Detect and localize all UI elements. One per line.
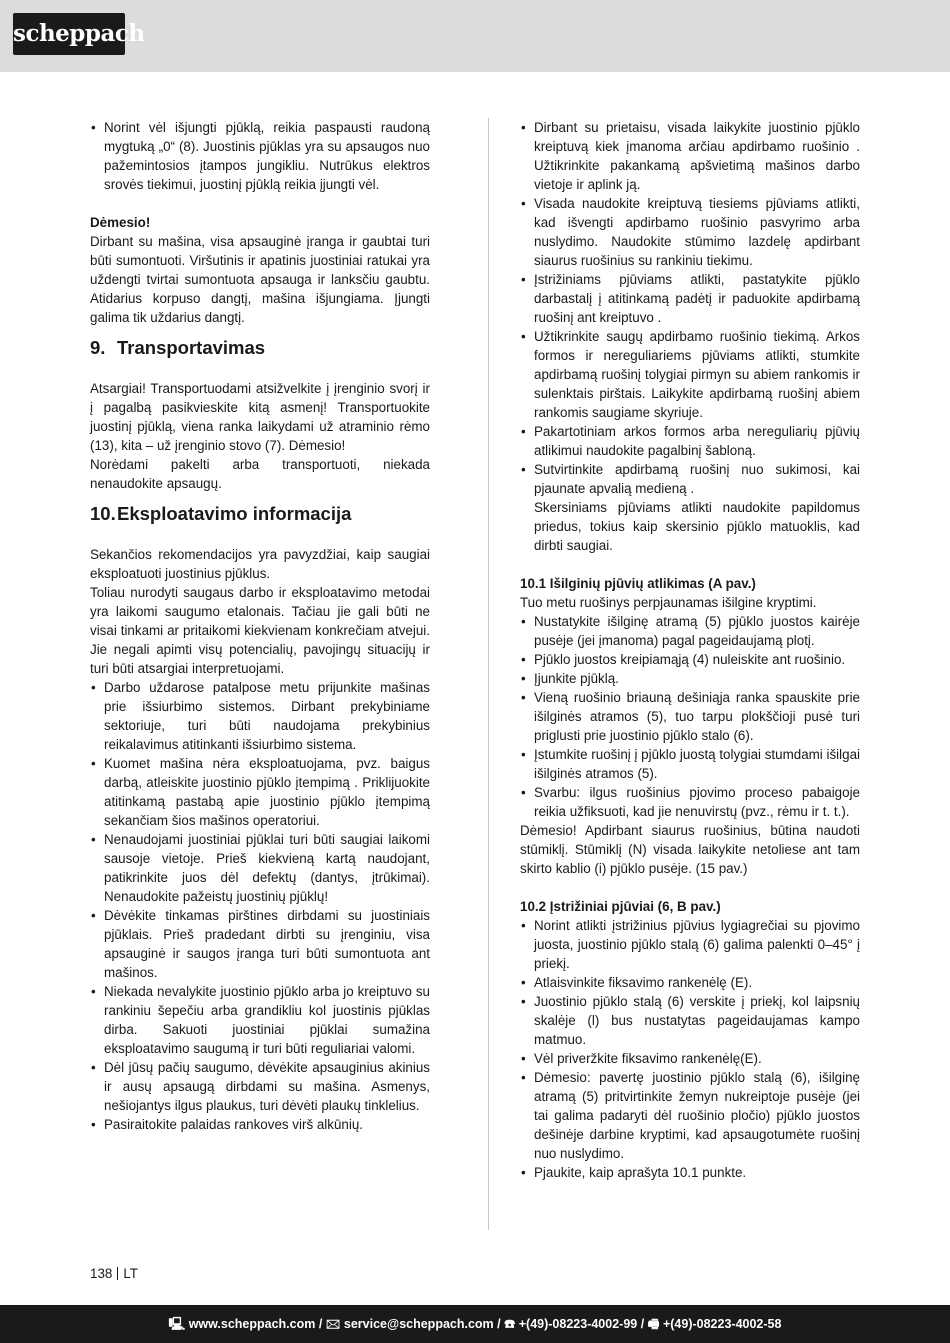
list-item: • Nustatykite išilginę atramą (5) pjūklo juostos kairėje pusėje (jei įmanoma) pagal pageidaujamą plotį. [520,612,860,650]
section-9-title: Transportavimas [117,337,266,358]
section-9-text: Atsargiai! Transportuodami atsižvelkite į įrenginio svorį ir į pagalbą pasikvieskite kitą asmenį! Transportuokite juostinį pjūklą, viena ranka laikydami už atraminio rėmo (13), kita – už įrenginio stovo (7). Dėmesio! [90,381,430,453]
section-10-1-note: Dėmesio! Apdirbant siaurus ruošinius, būtina naudoti stūmiklį. Stūmiklį (N) visada laikykite netoliese ant tam skirto kablio (i) pjūklo pusėje. (15 pav.) [520,823,860,876]
phone-icon: ☎ [504,1317,516,1331]
attention-text: Dirbant su mašina, visa apsauginė įranga ir gaubtai turi būti sumontuoti. Viršutinis ir apatinis juostiniai ratukai yra uždengti tvirtai sumontuota apsauga ir lanksčiu gaubtu. Atidarius korpuso dangtį, mašina išjungiama. Įjungti galima tik uždarius dangtį. [90,234,430,325]
section-9-number: 9. [90,337,106,358]
fax-icon: 🖷 [647,1317,660,1331]
section-10-number: 10. [90,503,116,524]
computer-icon: 🖳 [168,1317,186,1331]
list-item: • Dirbant su prietaisu, visada laikykite juostinio pjūklo kreiptuvą kiek įmanoma arčiau apdirbamo ruošinio . Užtikrinkite pakankamą apšvietimą mašinos darbo vietoje ir aplink ją. [520,118,860,194]
list-item: • Visada naudokite kreiptuvą tiesiems pjūviams atlikti, kad išvengti apdirbamo ruošinio pasvyrimo arba nuslydimo. Naudokite stūmimo lazdelę apdirbant siaurus ruošinius su rankiniu tiekimu. [520,194,860,270]
section-9-text-2: Norėdami pakelti arba transportuoti, niekada nenaudokite apsaugų. [90,457,430,491]
list-item: • Įstrižiniams pjūviams atlikti, pastatykite pjūklo darbastalį į atitinkamą padėtį ir paduokite apdirbamą ruošinį ant kreiptuvo . [520,270,860,327]
section-10-2-heading: 10.2 Įstrižiniai pjūviai (6, B pav.) [520,899,721,914]
list-item: • Atlaisvinkite fiksavimo rankenėlę (E). [520,973,860,992]
list-item: • Užtikrinkite saugų apdirbamo ruošinio tiekimą. Arkos formos ir nereguliariems pjūviams atlikti, stumkite apdirbamą ruošinį tolygiai pirmyn su abiem rankomis ir sulenktais pirštais. Laikykite apdirbamą ruošinį abiem rankomis saugiame skyriuje. [520,327,860,422]
list-item: • Pasiraitokite palaidas rankoves virš alkūnių. [90,1115,430,1134]
list-item: • Dėl jūsų pačių saugumo, dėvėkite apsauginius akinius ir ausų apsaugą dirbdami su mašina. Asmenys, nešiojantys ilgus plaukus, turi dėvėti plaukų tinklelius. [90,1058,430,1115]
list-item: • Pakartotiniam arkos formos arba nereguliarių pjūvių atlikimui naudokite pagalbinį šabloną. [520,422,860,460]
footer-phone: +(49)-08223-4002-99 [518,1317,638,1331]
section-10-paragraph-2: Toliau nurodyti saugaus darbo ir eksploatavimo metodai yra laikomi saugumo etalonais. Tačiau jie gali būti ne visai tinkami ar pritaikomi kiekvienam konkrečiam atvejui. Jie negali apimti visų potencialių, pavojingų situacijų ir turi būti atsargiai interpretuojami. [90,585,430,676]
list-item: • Nenaudojami juostiniai pjūklai turi būti saugiai laikomi sausoje vietoje. Prieš kiekvieną kartą naudojant, patikrinkite juos dėl defektų (dantys, įtrūkimai). Nenaudokite pažeistų juostinių pjūklų! [90,830,430,906]
list-item: • Svarbu: ilgus ruošinius pjovimo proceso pabaigoje reikia užfiksuoti, kad jie nenuvirstų (pvz., rėmu ir t. t.). [520,783,860,821]
section-10-1-list [520,612,860,821]
intro-list [90,118,430,194]
page-number-value: 138 [90,1266,113,1281]
footer-fax: +(49)-08223-4002-58 [662,1317,782,1331]
list-item: • Norint vėl išjungti pjūklą, reikia paspausti raudoną mygtuką „0“ (8). Juostinis pjūklas yra su apsaugos nuo pažemintosios įtampos jungikliu. Nutrūkus elektros srovės tiekimui, juostinį pjūklą reikia įjungti vėl. [90,118,430,194]
list-item: • Pjūklo juostos kreipiamąją (4) nuleiskite ant ruošinio. [520,650,860,669]
list-item: • Įjunkite pjūklą. [520,669,860,688]
envelope-icon: 🖂 [325,1317,341,1331]
footer-email-link[interactable]: service@scheppach.com [343,1317,494,1331]
section-10-1-heading: 10.1 Išilginių pjūvių atlikimas (A pav.) [520,576,756,591]
list-item: • Dėvėkite tinkamas pirštines dirbdami su juostiniais pjūklais. Prieš pradedant dirbti su įrenginiu, visa apsauginė ir saugos įranga turi būti sumontuota ant mašinos. [90,906,430,982]
list-item: • Niekada nevalykite juostinio pjūklo arba jo kreiptuvo su rankiniu šepečiu arba grandikliu kol juostinis pjūklas dirba. Sakuoti juostiniai pjūklai sumažina eksploatavimo saugumą ir turi būti reguliariai valomi. [90,982,430,1058]
section-10-1-intro: Tuo metu ruošinys perpjaunamas išilgine kryptimi. [520,595,817,610]
scheppach-logo: scheppach [13,13,125,55]
list-item: • Įstumkite ruošinį į pjūklo juostą tolygiai stumdami išilgai išilginės atramos (5). [520,745,860,783]
safety-list [520,118,860,498]
list-item: • Vėl priveržkite fiksavimo rankenėlę(E). [520,1049,860,1068]
list-item: • Pjaukite, kaip aprašyta 10.1 punkte. [520,1163,860,1182]
right-column [520,118,860,1182]
list-item: • Kuomet mašina nėra eksploatuojama, pvz. baigus darbą, atleiskite juostinio pjūklo įtempimą . Priklijuokite atitinkamą pastabą apie juostinio pjūklo įtempimą sekančiam šios mašinos operatoriui. [90,754,430,830]
page-footer: 🖳 www.scheppach.com / 🖂 service@scheppach.com / ☎ +(49)-08223-4002-99 / 🖷 +(49)-08223-4002-58 [0,1305,950,1343]
footer-website-link[interactable]: www.scheppach.com [188,1317,316,1331]
page-language: LT [123,1266,138,1281]
left-column [90,118,430,1134]
page-number-separator [117,1267,118,1280]
page-header [0,0,950,72]
list-item: • Norint atlikti įstrižinius pjūvius lygiagrečiai su pjovimo juosta, juostinio pjūklo stalą (6) galima palenkti 0–45° į priekį. [520,916,860,973]
section-10-2-list [520,916,860,1182]
section-10-paragraph-1: Sekančios rekomendacijos yra pavyzdžiai, kaip saugiai eksploatuoti juostinius pjūklus. [90,547,430,581]
section-10-title: Eksploatavimo informacija [117,503,352,524]
list-item: • Darbo uždarose patalpose metu prijunkite mašinas prie išsiurbimo sistemos. Dirbant prekybiniame sektoriuje, turi būti naudojama prekybinius reikalavimus atitinkanti išsiurbimo sistema. [90,678,430,754]
list-item: • Dėmesio: pavertę juostinio pjūklo stalą (6), išilginę atramą (5) pritvirtinkite žemyn nukreiptoje pusėje (jei tai galima padaryti dėl ruošinio pločio) pjūklo juostos dešinėje darbine kryptimi, kad apsaugotumėte ruošinį nuo nuslydimo. [520,1068,860,1163]
section-9-heading [90,336,430,360]
page-number [90,1266,138,1281]
section-10-list [90,678,430,1134]
section-10-heading [90,502,430,526]
list-continuation: Skersiniams pjūviams atlikti naudokite papildomus priedus, tokius kaip skersinio pjūklo matuoklis, kad dirbti saugiai. [534,500,860,553]
column-divider [488,118,489,1230]
list-item: • Vieną ruošinio briauną dešiniąja ranka spauskite prie išilginės atramos (5), tuo tarpu plokščioji pusė turi priglusti prie juostinio pjūklo stalo (6). [520,688,860,745]
list-item: • Sutvirtinkite apdirbamą ruošinį nuo sukimosi, kai pjaunate apvalią medieną . [520,460,860,498]
attention-title: Dėmesio! [90,215,151,230]
list-item: • Juostinio pjūklo stalą (6) verskite į priekį, kol laipsnių skalėje (l) bus nustatytas pageidaujamas kampo matmuo. [520,992,860,1049]
